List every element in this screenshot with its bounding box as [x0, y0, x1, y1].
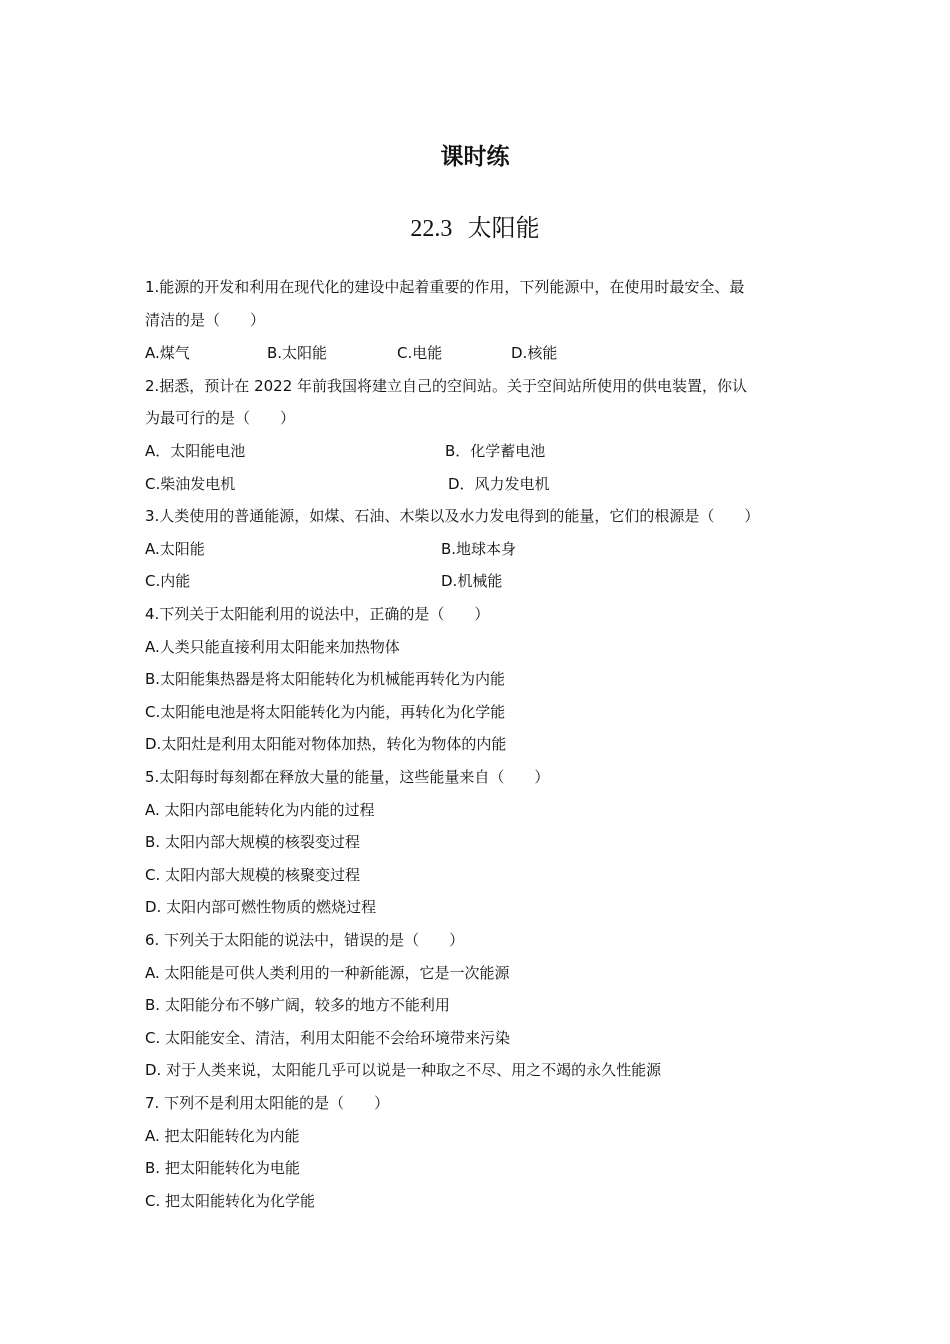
section-name: 太阳能: [467, 214, 540, 242]
option-d: D.核能: [511, 344, 558, 362]
question-2-stem-line-2: 为最可行的是（ ）: [145, 409, 296, 427]
section-heading: [0, 208, 950, 243]
option-a: A.煤气: [145, 344, 190, 362]
question-4-option-b: B.太阳能集热器是将太阳能转化为机械能再转化为内能: [145, 670, 506, 688]
question-7-option-c: C. 把太阳能转化为化学能: [145, 1192, 316, 1210]
option-b: B.太阳能: [267, 344, 328, 362]
question-5-option-c: C. 太阳内部大规模的核聚变过程: [145, 866, 361, 884]
question-7-option-b: B. 把太阳能转化为电能: [145, 1159, 300, 1177]
question-1-stem-line-1: 1.能源的开发和利用在现代化的建设中起着重要的作用，下列能源中，在使用时最安全、最: [145, 278, 745, 296]
question-4-option-c: C.太阳能电池是将太阳能转化为内能，再转化为化学能: [145, 703, 506, 721]
page-title: 课时练: [440, 144, 510, 170]
question-6-stem: 6. 下列关于太阳能的说法中，错误的是（ ）: [145, 931, 465, 949]
question-1-stem-line-2: 清洁的是（ ）: [145, 311, 266, 329]
option-c: C.内能: [145, 572, 191, 590]
question-5-stem: 5.太阳每时每刻都在释放大量的能量，这些能量来自（ ）: [145, 768, 550, 786]
question-2-stem-line-1: 2.据悉，预计在 2022 年前我国将建立自己的空间站。关于空间站所使用的供电装置，你认: [145, 377, 748, 395]
option-b: B.地球本身: [441, 540, 517, 558]
question-4-option-a: A.人类只能直接利用太阳能来加热物体: [145, 638, 400, 656]
question-7-option-a: A. 把太阳能转化为内能: [145, 1127, 300, 1145]
question-3-stem: 3.人类使用的普通能源，如煤、石油、木柴以及水力发电得到的能量，它们的根源是（ ）: [145, 507, 760, 525]
question-6-option-b: B. 太阳能分布不够广阔，较多的地方不能利用: [145, 996, 450, 1014]
question-6-option-c: C. 太阳能安全、清洁，利用太阳能不会给环境带来污染: [145, 1029, 511, 1047]
option-c: C.柴油发电机: [145, 475, 236, 493]
option-d: D.机械能: [441, 572, 503, 590]
question-7-stem: 7. 下列不是利用太阳能的是（ ）: [145, 1094, 390, 1112]
option-a: A．太阳能电池: [145, 442, 246, 460]
option-b: B．化学蓄电池: [445, 442, 546, 460]
question-6-option-a: A. 太阳能是可供人类利用的一种新能源，它是一次能源: [145, 964, 510, 982]
option-c: C.电能: [397, 344, 443, 362]
question-6-option-d: D. 对于人类来说，太阳能几乎可以说是一种取之不尽、用之不竭的永久性能源: [145, 1061, 662, 1079]
option-d: D．风力发电机: [448, 475, 550, 493]
question-4-option-d: D.太阳灶是利用太阳能对物体加热，转化为物体的内能: [145, 735, 507, 753]
question-5-option-b: B. 太阳内部大规模的核裂变过程: [145, 833, 360, 851]
option-a: A.太阳能: [145, 540, 205, 558]
question-4-stem: 4.下列关于太阳能利用的说法中，正确的是（ ）: [145, 605, 490, 623]
section-number: 22.3: [410, 216, 453, 242]
question-5-option-d: D. 太阳内部可燃性物质的燃烧过程: [145, 898, 377, 916]
question-5-option-a: A. 太阳内部电能转化为内能的过程: [145, 801, 375, 819]
